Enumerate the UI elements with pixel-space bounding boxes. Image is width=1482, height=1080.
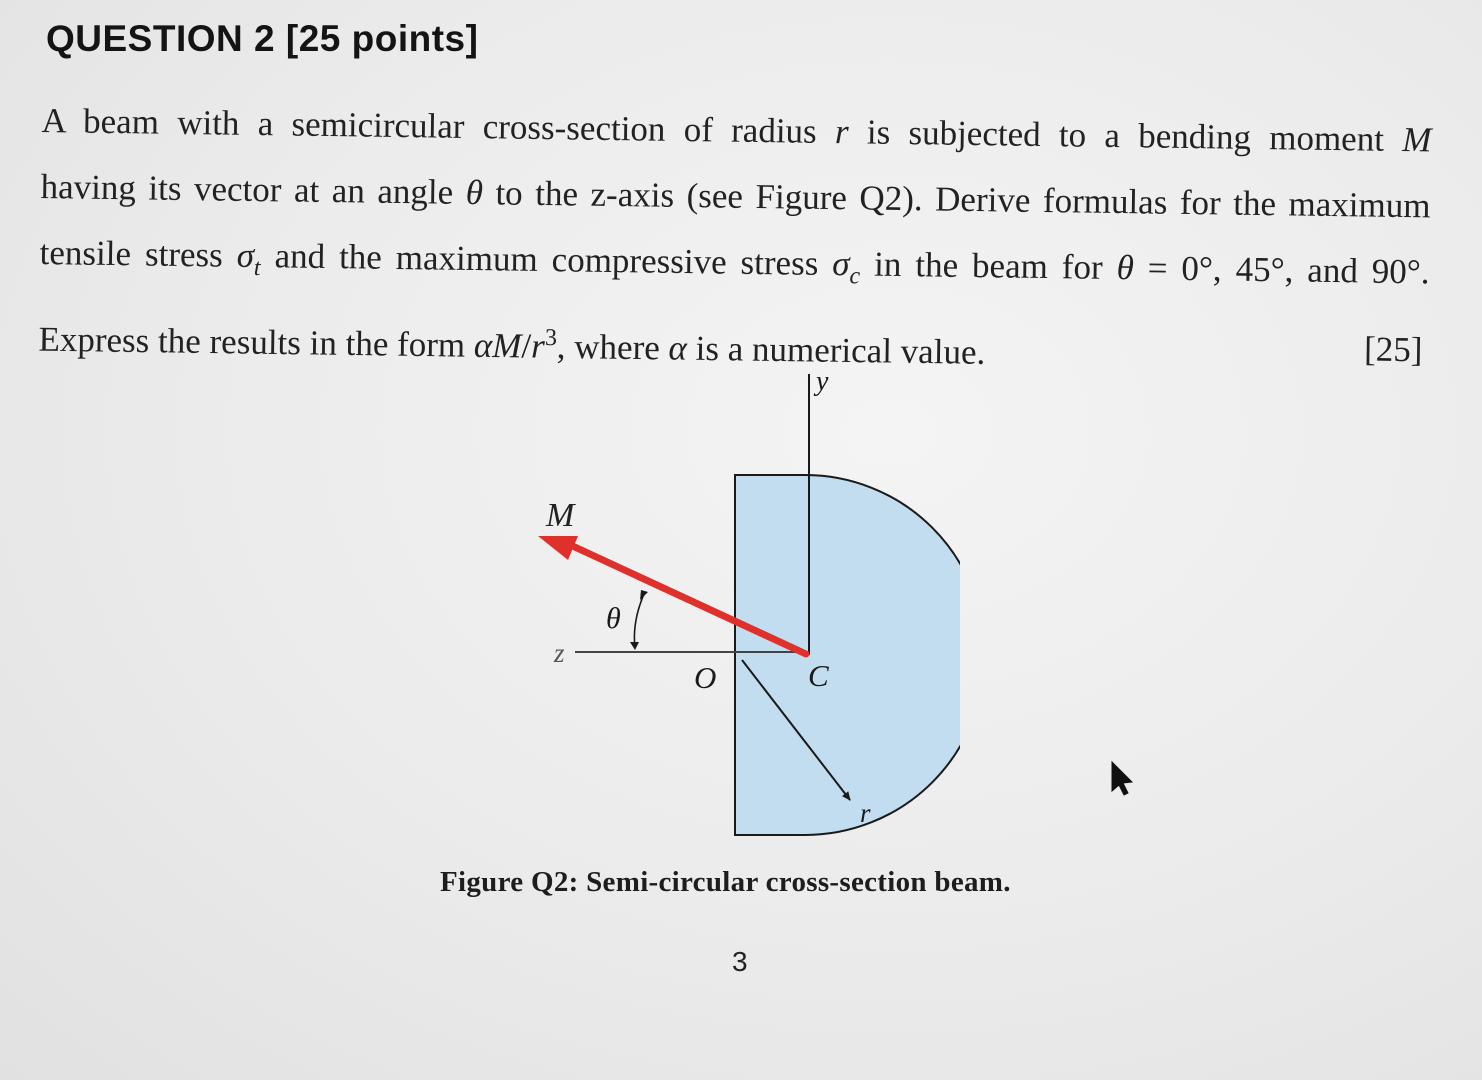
question-text-part: tensile stress <box>39 232 238 275</box>
origin-label: O <box>694 660 717 695</box>
semicircle-section <box>735 475 960 835</box>
y-axis-label: y <box>816 366 829 397</box>
angle-theta-label: θ <box>606 602 621 635</box>
question-text-part: r <box>834 112 849 152</box>
radius-label: r <box>860 798 871 828</box>
question-text-part: M <box>1401 119 1432 160</box>
question-text-part: c <box>849 263 861 290</box>
question-text-part: 3 <box>544 325 558 352</box>
question-text-part: σ <box>236 235 255 275</box>
question-text-part: t <box>253 254 261 282</box>
question-text-part: r <box>530 326 546 366</box>
angle-arc-arrow-top <box>640 590 648 600</box>
points-label: [25] <box>1363 329 1423 370</box>
figure-q2 <box>520 360 960 850</box>
question-text-part: having its vector at an angle <box>40 166 467 212</box>
page-number: 3 <box>732 946 748 977</box>
moment-label: M <box>546 497 575 534</box>
question-text-part: αM <box>473 325 522 366</box>
question-text-part: in the beam for <box>859 244 1117 288</box>
question-text-part: α <box>668 328 688 368</box>
angle-arc <box>634 594 644 648</box>
question-text <box>38 88 1437 392</box>
angle-arc-arrow-bottom <box>630 642 639 650</box>
question-text-part: θ <box>465 172 484 213</box>
z-axis-label: z <box>554 638 565 668</box>
question-heading: QUESTION 2 [25 points] <box>46 18 479 59</box>
question-text-part: to the z-axis (see Figure Q2). Derive formulas for the maximum <box>482 173 1431 226</box>
question-text-part: Express the results in the form <box>38 319 475 365</box>
question-text-part: , where <box>556 326 669 368</box>
question-text-part: and the maximum compressive stress <box>260 236 833 284</box>
mouse-pointer-icon <box>1106 760 1136 800</box>
question-text-part: is subjected to a bending moment <box>848 112 1403 159</box>
question-text-part: σ <box>832 244 850 284</box>
moment-vector-arrowhead <box>538 536 578 560</box>
question-text-part: = 0°, 45°, and 90°. <box>1133 248 1430 292</box>
question-text-part: θ <box>1116 248 1135 288</box>
question-text-part: / <box>521 326 532 366</box>
figure-caption: Figure Q2: Semi-circular cross-section beam. <box>440 866 1011 898</box>
question-text-part: is a numerical value. <box>686 328 986 372</box>
question-text-part: A beam with a semicircular cross-section of radius <box>41 100 836 152</box>
centroid-label: C <box>808 658 829 693</box>
